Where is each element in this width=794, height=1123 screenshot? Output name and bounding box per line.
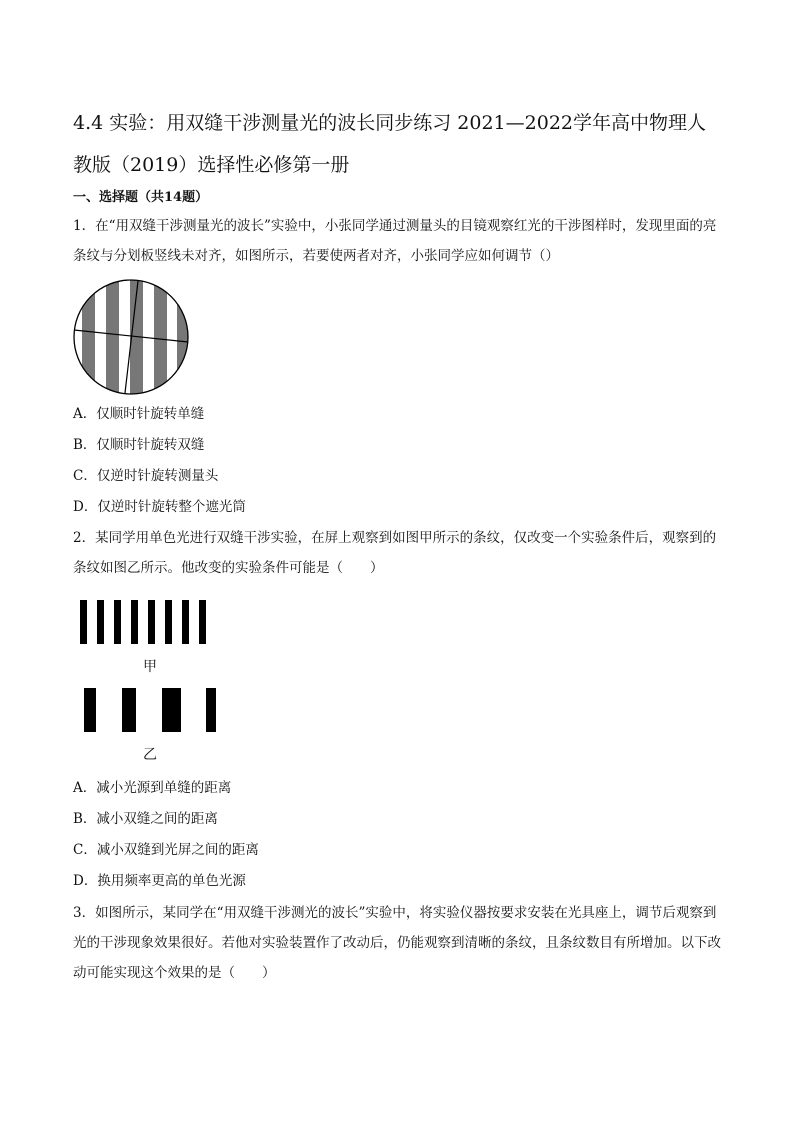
question-1-option-a: A．仅顺时针旋转单缝 (73, 406, 205, 422)
fringe-bar (84, 688, 96, 732)
fringe-bar (114, 600, 121, 644)
question-2-figure-jia-fringes (80, 600, 220, 644)
section-heading: 一、选择题（共14题） (73, 190, 209, 205)
question-1-option-c: C．仅逆时针旋转测量头 (73, 468, 219, 484)
question-2-option-d: D．换用频率更高的单色光源 (73, 873, 246, 889)
question-1-option-b: B．仅顺时针旋转双缝 (73, 437, 205, 453)
figure-label-yi: 乙 (143, 747, 157, 763)
fringe-dark (106, 278, 119, 398)
fringe-bar (148, 600, 155, 644)
question-2-option-b: B．减小双缝之间的距离 (73, 811, 218, 827)
question-2-option-a: A．减小光源到单缝的距离 (73, 780, 232, 796)
figure-label-jia: 甲 (143, 659, 157, 675)
fringe-bar (80, 600, 87, 644)
fringe-bar (97, 600, 104, 644)
question-1-text: 1．在“用双缝干涉测量光的波长”实验中，小张同学通过测量头的目镜观察红光的干涉图样时，发现里面的亮条纹与分划板竖线未对齐，如图所示，若要使两者对齐，小张同学应如何调节（） (73, 218, 717, 264)
fringe-bar (199, 600, 206, 644)
question-1-figure-interference-pattern (72, 278, 192, 398)
question-1-option-d: D．仅逆时针旋转整个遮光筒 (73, 499, 246, 515)
fringe-bar (131, 600, 138, 644)
page-title: 4.4 实验：用双缝干涉测量光的波长同步练习 2021—2022学年高中物理人教版（2019）选择性必修第一册 (73, 112, 707, 176)
question-3-text: 3．如图所示，某同学在“用双缝干涉测光的波长”实验中，将实验仪器按要求安装在光具座上，调节后观察到光的干涉现象效果很好。若他对实验装置作了改动后，仍能观察到清晰的条纹，且条纹数目有所增加。以下改动可能实现这个效果的是（ ） (73, 905, 721, 981)
question-2-figure-yi-fringes (84, 688, 224, 732)
fringe-bar (165, 600, 172, 644)
fringe-bar (182, 600, 189, 644)
fringe-bar (162, 688, 181, 732)
fringe-bar (206, 688, 216, 732)
question-2-text: 2．某同学用单色光进行双缝干涉实验，在屏上观察到如图甲所示的条纹，仅改变一个实验条件后，观察到的条纹如图乙所示。他改变的实验条件可能是（ ） (73, 530, 717, 576)
fringe-bar (122, 688, 136, 732)
fringe-dark (154, 278, 167, 398)
question-2-option-c: C．减小双缝到光屏之间的距离 (73, 842, 259, 858)
